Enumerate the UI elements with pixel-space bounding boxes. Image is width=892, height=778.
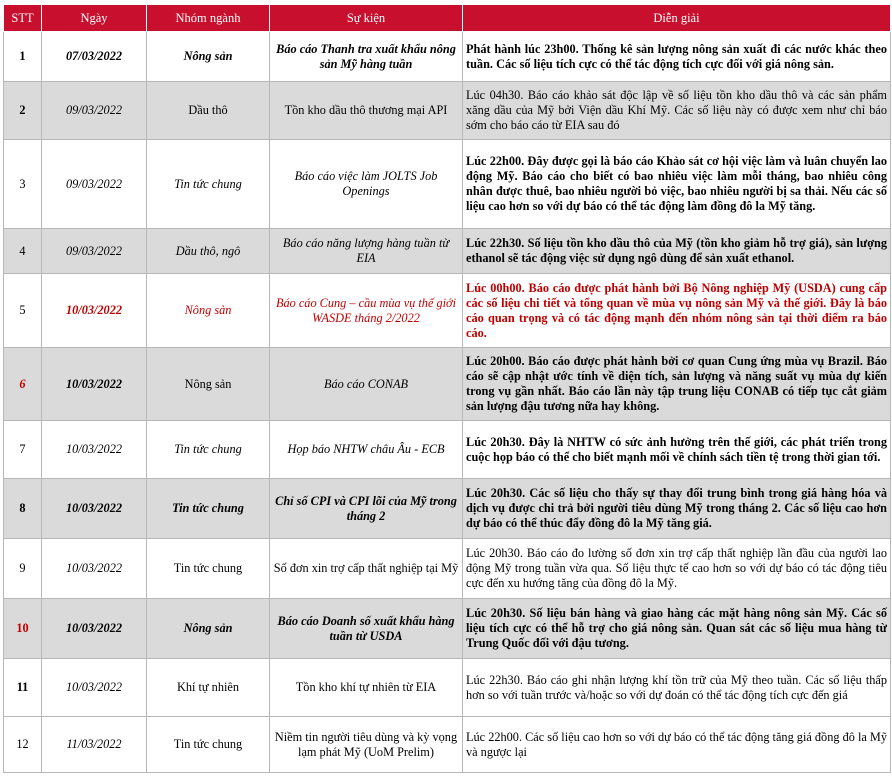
row-stt: 7 <box>4 421 42 479</box>
table-row <box>4 229 891 274</box>
header-date: Ngày <box>42 5 147 32</box>
row-description: Lúc 20h30. Các số liệu cho thấy sự thay đổi trung bình trong giá hàng hóa và dịch vụ được chi trả bởi người tiêu dùng Mỹ trong tháng 2. Các số liệu cao hơn dự báo có thể thúc đẩy đồng đô la Mỹ tăng giá. <box>463 479 891 539</box>
row-event: Báo cáo năng lượng hàng tuần từ EIA <box>270 229 463 274</box>
row-stt: 3 <box>4 140 42 229</box>
row-event: Tồn kho khí tự nhiên từ EIA <box>270 659 463 717</box>
row-description: Lúc 22h00. Đây được gọi là báo cáo Khảo sát cơ hội việc làm và luân chuyển lao động Mỹ. Báo cáo cho biết có bao nhiêu việc làm mỗi tháng, bao nhiêu công nhân được thuê, bao nhiêu người bỏ việc, bao nhiêu người bị sa thải. Nếu các số liệu cao hơn so với dự báo có thể tác động làm đồng đô la Mỹ tăng. <box>463 140 891 229</box>
row-group: Nông sản <box>147 274 270 348</box>
row-group: Nông sản <box>147 32 270 82</box>
row-event: Số đơn xin trợ cấp thất nghiệp tại Mỹ <box>270 539 463 599</box>
row-event: Báo cáo Thanh tra xuất khẩu nông sản Mỹ hàng tuần <box>270 32 463 82</box>
table-row <box>4 32 891 82</box>
row-group: Nông sản <box>147 348 270 421</box>
row-stt: 9 <box>4 539 42 599</box>
row-stt: 8 <box>4 479 42 539</box>
row-date: 11/03/2022 <box>42 717 147 773</box>
row-description: Lúc 20h30. Số liệu bán hàng và giao hàng các mặt hàng nông sản Mỹ. Các số liệu tích cực có thể hỗ trợ cho giá nông sản. Quan sát các số liệu mua hàng từ Trung Quốc đối với đậu tương. <box>463 599 891 659</box>
row-date: 10/03/2022 <box>42 539 147 599</box>
row-description: Lúc 04h30. Báo cáo khảo sát độc lập về số liệu tồn kho dầu thô và các sản phẩm xăng dầu của Mỹ bởi Viện dầu Khí Mỹ. Các số liệu này có được xem như chỉ báo sớm cho báo cáo từ EIA sau đó <box>463 82 891 140</box>
row-stt: 6 <box>4 348 42 421</box>
row-group: Tin tức chung <box>147 140 270 229</box>
row-date: 09/03/2022 <box>42 229 147 274</box>
row-group: Nông sản <box>147 599 270 659</box>
row-stt: 11 <box>4 659 42 717</box>
row-description: Lúc 22h00. Các số liệu cao hơn so với dự báo có thể tác động tăng giá đồng đô la Mỹ và ngược lại <box>463 717 891 773</box>
row-description: Lúc 22h30. Báo cáo ghi nhận lượng khí tồn trữ của Mỹ theo tuần. Các số liệu thấp hơn so với tuần trước và/hoặc so với dự đoán có thể tác động tích cực đến giá <box>463 659 891 717</box>
table-row <box>4 599 891 659</box>
row-event: Tồn kho dầu thô thương mại API <box>270 82 463 140</box>
row-group: Tin tức chung <box>147 717 270 773</box>
row-group: Tin tức chung <box>147 421 270 479</box>
row-date: 09/03/2022 <box>42 140 147 229</box>
header-group: Nhóm ngành <box>147 5 270 32</box>
table-row <box>4 479 891 539</box>
row-description: Lúc 00h00. Báo cáo được phát hành bởi Bộ Nông nghiệp Mỹ (USDA) cung cấp các số liệu chi tiết và tổng quan về mùa vụ nông sản Mỹ và thế giới. Đây là báo cáo quan trọng và có tác động mạnh đến nhóm nông sản tại thời điểm ra báo cáo. <box>463 274 891 348</box>
row-description: Lúc 20h30. Đây là NHTW có sức ảnh hưởng trên thế giới, các phát triển trong cuộc họp báo có thể cho biết mạnh mối về chính sách tiền tệ trong thời gian tới. <box>463 421 891 479</box>
row-stt: 1 <box>4 32 42 82</box>
row-description: Lúc 20h00. Báo cáo được phát hành bởi cơ quan Cung ứng mùa vụ Brazil. Báo cáo sẽ cập nhật ước tính về diện tích, sản lượng và năng suất vụ mùa dự kiến trong vụ gần nhất. Báo cáo lần này tập trung liệu CONAB có tiếp tục cắt giảm sản lượng đậu tương nữa hay không. <box>463 348 891 421</box>
row-stt: 2 <box>4 82 42 140</box>
row-group: Tin tức chung <box>147 479 270 539</box>
row-date: 10/03/2022 <box>42 659 147 717</box>
row-group: Dầu thô <box>147 82 270 140</box>
table-row <box>4 348 891 421</box>
row-date: 07/03/2022 <box>42 32 147 82</box>
row-event: Chỉ số CPI và CPI lõi của Mỹ trong tháng 2 <box>270 479 463 539</box>
row-event: Niềm tin người tiêu dùng và kỳ vọng lạm phát Mỹ (UoM Prelim) <box>270 717 463 773</box>
table-row <box>4 659 891 717</box>
row-group: Tin tức chung <box>147 539 270 599</box>
row-date: 10/03/2022 <box>42 348 147 421</box>
row-stt: 4 <box>4 229 42 274</box>
table-row <box>4 140 891 229</box>
row-description: Phát hành lúc 23h00. Thống kê sản lượng nông sản xuất đi các nước khác theo tuần. Các số liệu tích cực có thể tác động tích cực đối với giá nông sản. <box>463 32 891 82</box>
economic-calendar-table <box>3 4 891 773</box>
header-row <box>4 5 891 32</box>
row-stt: 12 <box>4 717 42 773</box>
header-description: Diễn giải <box>463 5 891 32</box>
row-stt: 5 <box>4 274 42 348</box>
table-row <box>4 82 891 140</box>
row-group: Khí tự nhiên <box>147 659 270 717</box>
row-event: Báo cáo Cung – cầu mùa vụ thế giới WASDE tháng 2/2022 <box>270 274 463 348</box>
row-date: 10/03/2022 <box>42 421 147 479</box>
row-description: Lúc 20h30. Báo cáo đo lường số đơn xin trợ cấp thất nghiệp lần đầu của người lao động Mỹ trong tuần vừa qua. Số liệu thực tế cao hơn so với dự báo có tác động tiêu cực đến xu hướng tăng của đồng đô la Mỹ. <box>463 539 891 599</box>
header-event: Sự kiện <box>270 5 463 32</box>
header-stt: STT <box>4 5 42 32</box>
row-group: Dầu thô, ngô <box>147 229 270 274</box>
row-event: Báo cáo Doanh số xuất khẩu hàng tuần từ USDA <box>270 599 463 659</box>
row-date: 10/03/2022 <box>42 274 147 348</box>
row-date: 09/03/2022 <box>42 82 147 140</box>
table-row <box>4 717 891 773</box>
row-event: Báo cáo việc làm JOLTS Job Openings <box>270 140 463 229</box>
row-event: Báo cáo CONAB <box>270 348 463 421</box>
table-row <box>4 274 891 348</box>
row-date: 10/03/2022 <box>42 479 147 539</box>
row-event: Họp báo NHTW châu Âu - ECB <box>270 421 463 479</box>
row-description: Lúc 22h30. Số liệu tồn kho dầu thô của Mỹ (tồn kho giảm hỗ trợ giá), sản lượng ethanol sẽ tác động việc sử dụng ngô dùng để sản xuất ethanol. <box>463 229 891 274</box>
row-date: 10/03/2022 <box>42 599 147 659</box>
table-row <box>4 421 891 479</box>
row-stt: 10 <box>4 599 42 659</box>
table-row <box>4 539 891 599</box>
